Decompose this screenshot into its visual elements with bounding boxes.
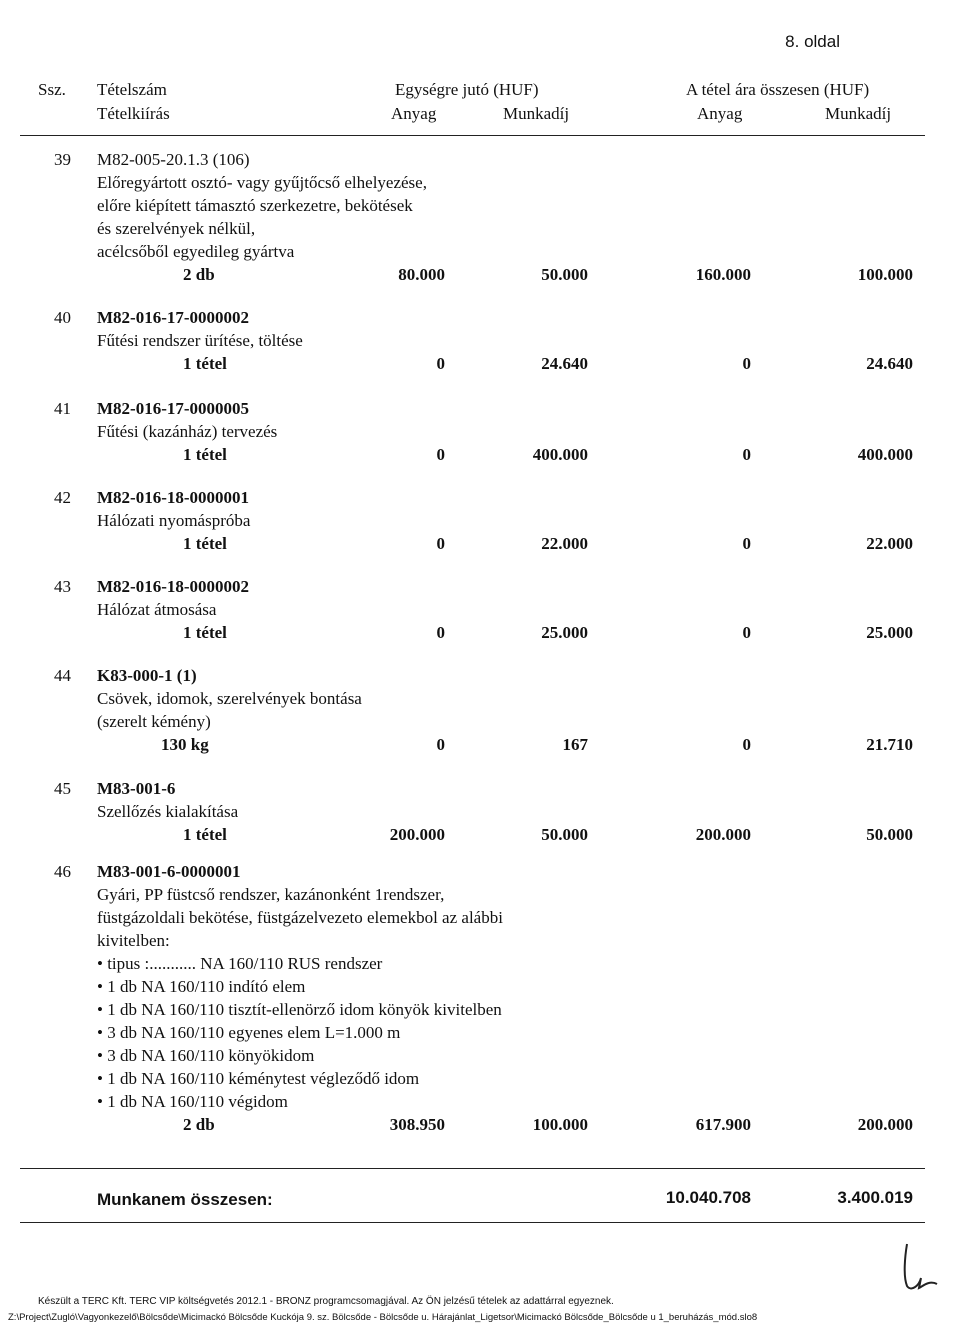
unit-munkadij: 100.000 xyxy=(532,1115,588,1134)
unit-munkadij: 167 xyxy=(562,735,588,754)
unit-munkadij: 25.000 xyxy=(541,623,588,642)
item-desc-line: előre kiépített támasztó szerkezetre, bekötések xyxy=(97,196,413,215)
item-number: 41 xyxy=(54,399,71,418)
item-desc-line: Fűtési rendszer ürítése, töltése xyxy=(97,331,303,350)
item-code: M82-016-18-0000002 xyxy=(97,577,250,596)
item-quantity: 1 tétel xyxy=(183,825,227,844)
item-desc-line: füstgázoldali bekötése, füstgázelvezeto elemekbol az alábbi xyxy=(97,908,503,927)
item-code: M83-001-6 xyxy=(97,779,176,798)
item-number: 46 xyxy=(54,862,71,881)
item-code: M82-016-17-0000002 xyxy=(97,308,250,327)
item-desc-line: • tipus :........... NA 160/110 RUS rendszer xyxy=(97,954,383,973)
item-quantity: 1 tétel xyxy=(183,445,227,464)
unit-anyag: 0 xyxy=(436,445,445,464)
item-number: 39 xyxy=(54,150,71,169)
total-munkadij: 50.000 xyxy=(866,825,913,844)
header-munkadij-unit: Munkadíj xyxy=(503,104,570,123)
header-tetelszam: Tételszám xyxy=(97,80,167,99)
item-desc-line: Hálózati nyomáspróba xyxy=(97,511,251,530)
summary-divider-top xyxy=(20,1168,925,1169)
total-munkadij: 22.000 xyxy=(866,534,913,553)
item-desc-line: • 1 db NA 160/110 tisztít-ellenörző idom könyök kivitelben xyxy=(97,1000,502,1019)
total-munkadij: 24.640 xyxy=(866,354,913,373)
item-number: 45 xyxy=(54,779,71,798)
item-desc-line: és szerelvények nélkül, xyxy=(97,219,256,238)
item-quantity: 1 tétel xyxy=(183,623,227,642)
item-desc-line: kivitelben: xyxy=(97,931,170,950)
signature-mark xyxy=(895,1236,945,1296)
item-number: 40 xyxy=(54,308,71,327)
unit-anyag: 0 xyxy=(436,623,445,642)
total-munkadij: 400.000 xyxy=(857,445,913,464)
unit-munkadij: 50.000 xyxy=(541,825,588,844)
total-munkadij: 100.000 xyxy=(857,265,913,284)
unit-munkadij: 22.000 xyxy=(541,534,588,553)
total-anyag: 0 xyxy=(742,623,751,642)
item-quantity: 2 db xyxy=(183,265,215,284)
item-number: 42 xyxy=(54,488,71,507)
unit-munkadij: 50.000 xyxy=(541,265,588,284)
item-number: 43 xyxy=(54,577,71,596)
total-anyag: 0 xyxy=(742,735,751,754)
summary-munkadij: 3.400.019 xyxy=(837,1188,913,1207)
item-desc-line: Gyári, PP füstcső rendszer, kazánonként 1rendszer, xyxy=(97,885,445,904)
unit-anyag: 80.000 xyxy=(398,265,445,284)
item-code: M82-016-17-0000005 xyxy=(97,399,250,418)
footer-path: Z:\Project\Zugló\Vagyonkezelő\Bölcsőde\Micimackó Bölcsőde Kuckója 9. sz. Bölcsőde - Bölcsőde u. Hárajánlat_Ligetsor\Micimackó Bölcsőde_Bölcsőde u 1_beruházás_mód.slo8 xyxy=(8,1312,758,1323)
item-code: M82-005-20.1.3 (106) xyxy=(97,150,250,169)
header-divider xyxy=(20,135,925,136)
total-munkadij: 25.000 xyxy=(866,623,913,642)
footer-line-1: Készült a TERC Kft. TERC VIP költségvetés 2012.1 - BRONZ programcsomagjával. Az ÖN jelzésű tételek az adattárral egyeznek. xyxy=(38,1296,614,1307)
header-tetelkiiras: Tételkiírás xyxy=(97,104,170,123)
total-anyag: 160.000 xyxy=(695,265,751,284)
item-quantity: 2 db xyxy=(183,1115,215,1134)
total-anyag: 200.000 xyxy=(695,825,751,844)
total-munkadij: 200.000 xyxy=(857,1115,913,1134)
summary-label: Munkanem összesen: xyxy=(97,1190,273,1209)
total-munkadij: 21.710 xyxy=(866,735,913,754)
unit-anyag: 0 xyxy=(436,534,445,553)
unit-anyag: 0 xyxy=(436,354,445,373)
total-anyag: 617.900 xyxy=(695,1115,751,1134)
total-anyag: 0 xyxy=(742,534,751,553)
item-number: 44 xyxy=(54,666,71,685)
unit-munkadij: 24.640 xyxy=(541,354,588,373)
item-desc-line: • 3 db NA 160/110 egyenes elem L=1.000 m xyxy=(97,1023,401,1042)
total-anyag: 0 xyxy=(742,354,751,373)
item-desc-line: • 1 db NA 160/110 végidom xyxy=(97,1092,288,1111)
item-code: M82-016-18-0000001 xyxy=(97,488,250,507)
header-ssz: Ssz. xyxy=(38,80,66,99)
item-desc-line: Hálózat átmosása xyxy=(97,600,217,619)
item-quantity: 130 kg xyxy=(161,735,209,754)
header-egysegre: Egységre jutó (HUF) xyxy=(395,80,539,99)
unit-anyag: 0 xyxy=(436,735,445,754)
item-desc-line: • 3 db NA 160/110 könyökidom xyxy=(97,1046,315,1065)
item-code: K83-000-1 (1) xyxy=(97,666,197,685)
unit-anyag: 308.950 xyxy=(389,1115,445,1134)
page-number: 8. oldal xyxy=(785,32,840,51)
item-quantity: 1 tétel xyxy=(183,354,227,373)
item-desc-line: Fűtési (kazánház) tervezés xyxy=(97,422,278,441)
header-munkadij-total: Munkadíj xyxy=(825,104,892,123)
item-desc-line: (szerelt kémény) xyxy=(97,712,211,731)
item-desc-line: • 1 db NA 160/110 kéménytest végleződő idom xyxy=(97,1069,420,1088)
summary-anyag: 10.040.708 xyxy=(665,1188,751,1207)
item-desc-line: Csövek, idomok, szerelvények bontása xyxy=(97,689,362,708)
summary-divider-bottom xyxy=(20,1222,925,1223)
item-desc-line: acélcsőből egyedileg gyártva xyxy=(97,242,295,261)
header-anyag-unit: Anyag xyxy=(391,104,437,123)
header-tetel-ara: A tétel ára összesen (HUF) xyxy=(686,80,870,99)
item-code: M83-001-6-0000001 xyxy=(97,862,241,881)
item-desc-line: Előregyártott osztó- vagy gyűjtőcső elhelyezése, xyxy=(97,173,427,192)
item-desc-line: Szellőzés kialakítása xyxy=(97,802,239,821)
unit-munkadij: 400.000 xyxy=(532,445,588,464)
item-desc-line: • 1 db NA 160/110 indító elem xyxy=(97,977,306,996)
unit-anyag: 200.000 xyxy=(389,825,445,844)
header-anyag-total: Anyag xyxy=(697,104,743,123)
total-anyag: 0 xyxy=(742,445,751,464)
item-quantity: 1 tétel xyxy=(183,534,227,553)
